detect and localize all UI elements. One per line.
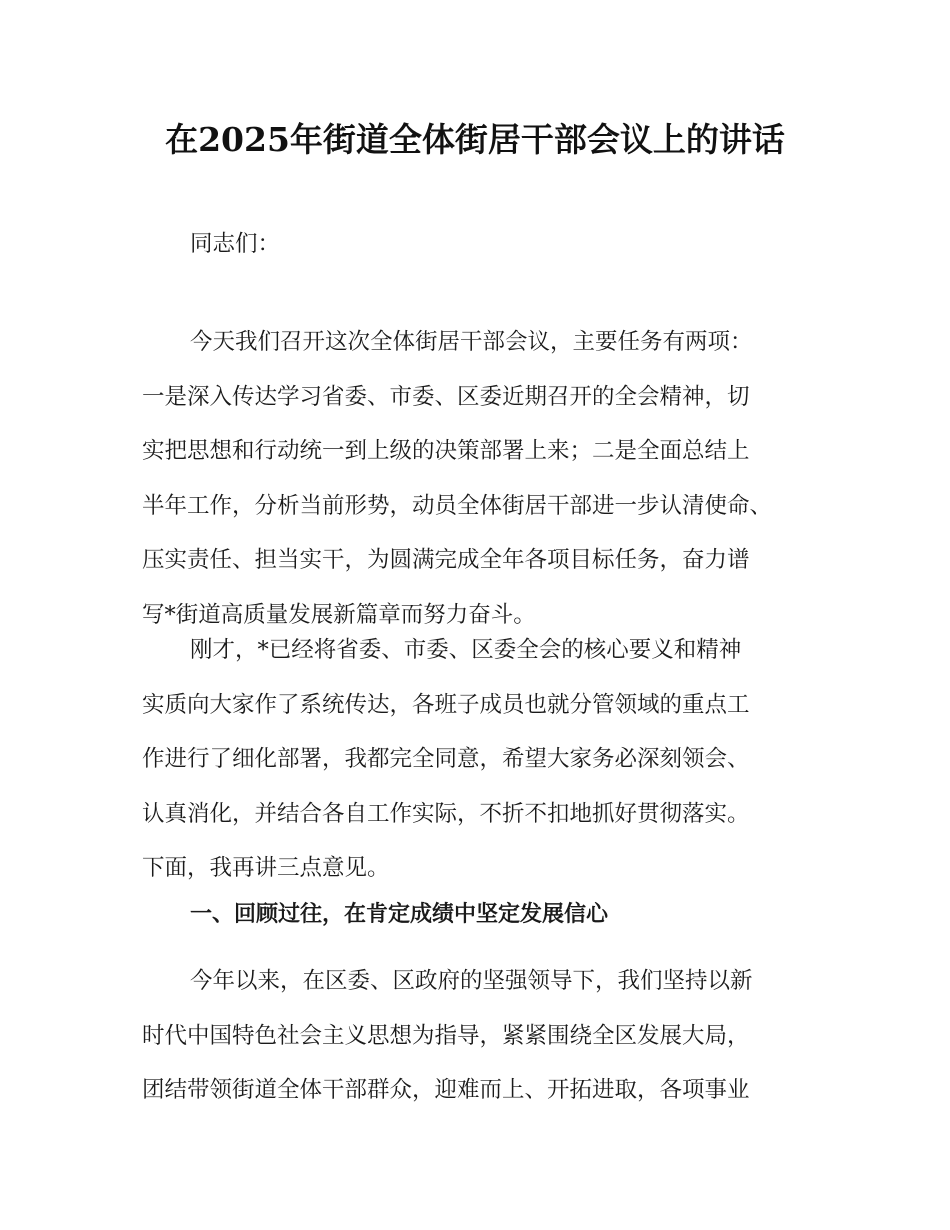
paragraph-review: [142, 623, 832, 896]
paragraph-line: 下面，我再讲三点意见。: [142, 855, 390, 881]
paragraph-line: 半年工作，分析当前形势，动员全体街居干部进一步认清使命、: [142, 492, 773, 519]
paragraph-line: 一是深入传达学习省委、市委、区委近期召开的全会精神，切: [142, 383, 750, 410]
paragraph-line: 实质向大家作了系统传达，各班子成员也就分管领域的重点工: [142, 691, 750, 718]
paragraph-line: 今年以来，在区委、区政府的坚强领导下，我们坚持以新: [190, 968, 753, 994]
paragraph-section-one: [142, 954, 832, 1118]
paragraph-line: 认真消化，并结合各自工作实际，不折不扣地抓好贯彻落实。: [142, 800, 750, 827]
paragraph-line: 刚才，*已经将省委、市委、区委全会的核心要义和精神: [190, 637, 742, 663]
paragraph-line: 实把思想和行动统一到上级的决策部署上来；二是全面总结上: [142, 438, 750, 464]
paragraph-line: 写*街道高质量发展新篇章而努力奋斗。: [142, 601, 536, 628]
section-heading-text: 一、回顾过往，在肯定成绩中坚定发展信心: [190, 902, 609, 927]
section-heading: [142, 888, 832, 943]
paragraph-line: 团结带领街道全体干部群众，迎难而上、开拓进取，各项事业: [142, 1077, 750, 1103]
paragraph-line: 压实责任、担当实干，为圆满完成全年各项目标任务，奋力谱: [142, 547, 750, 573]
paragraph-line: 今天我们召开这次全体街居干部会议，主要任务有两项：: [190, 329, 753, 355]
paragraph-intro: [142, 315, 832, 642]
paragraph-line: 作进行了细化部署，我都完全同意，希望大家务必深刻领会、: [142, 746, 750, 772]
document-title: 在2025年街道全体街居干部会议上的讲话: [165, 120, 785, 159]
paragraph-line: 时代中国特色社会主义思想为指导，紧紧围绕全区发展大局，: [142, 1022, 750, 1049]
salutation: [142, 217, 832, 272]
salutation-line: 同志们：: [190, 231, 281, 257]
